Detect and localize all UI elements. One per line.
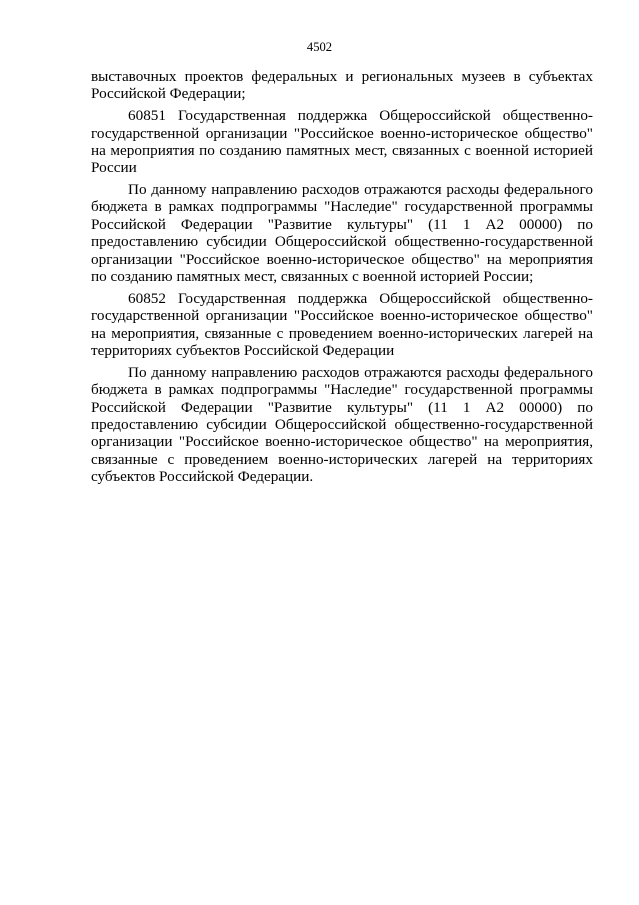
paragraph-description-60851: По данному направлению расходов отражаются расходы федерального бюджета в рамках подпрограммы "Наследие" государственной программы Российской Федерации "Развитие культуры" (11 1 А2 00000) по предоставлению субсидии Общероссийской общественно-государственной организации "Российское военно-историческое общество" на мероприятия по созданию памятных мест, связанных с военной историей России; — [91, 181, 593, 286]
paragraph-heading-60851: 60851 Государственная поддержка Общероссийской общественно-государственной организации "Российское военно-историческое общество" на мероприятия по созданию памятных мест, связанных с военной историей России — [91, 107, 593, 177]
paragraph-heading-60852: 60852 Государственная поддержка Общероссийской общественно-государственной организации "Российское военно-историческое общество" на мероприятия, связанные с проведением военно-исторических лагерей на территориях субъектов Российской Федерации — [91, 289, 593, 359]
document-body — [91, 68, 593, 490]
page-number: 4502 — [306, 40, 333, 54]
paragraph-continuation: выставочных проектов федеральных и региональных музеев в субъектах Российской Федерации; — [91, 68, 593, 103]
paragraph-description-60852: По данному направлению расходов отражаются расходы федерального бюджета в рамках подпрограммы "Наследие" государственной программы Российской Федерации "Развитие культуры" (11 1 А2 00000) по предоставлению субсидии Общероссийской общественно-государственной организации "Российское военно-историческое общество" на мероприятия, связанные с проведением военно-исторических лагерей на территориях субъектов Российской Федерации. — [91, 363, 593, 486]
